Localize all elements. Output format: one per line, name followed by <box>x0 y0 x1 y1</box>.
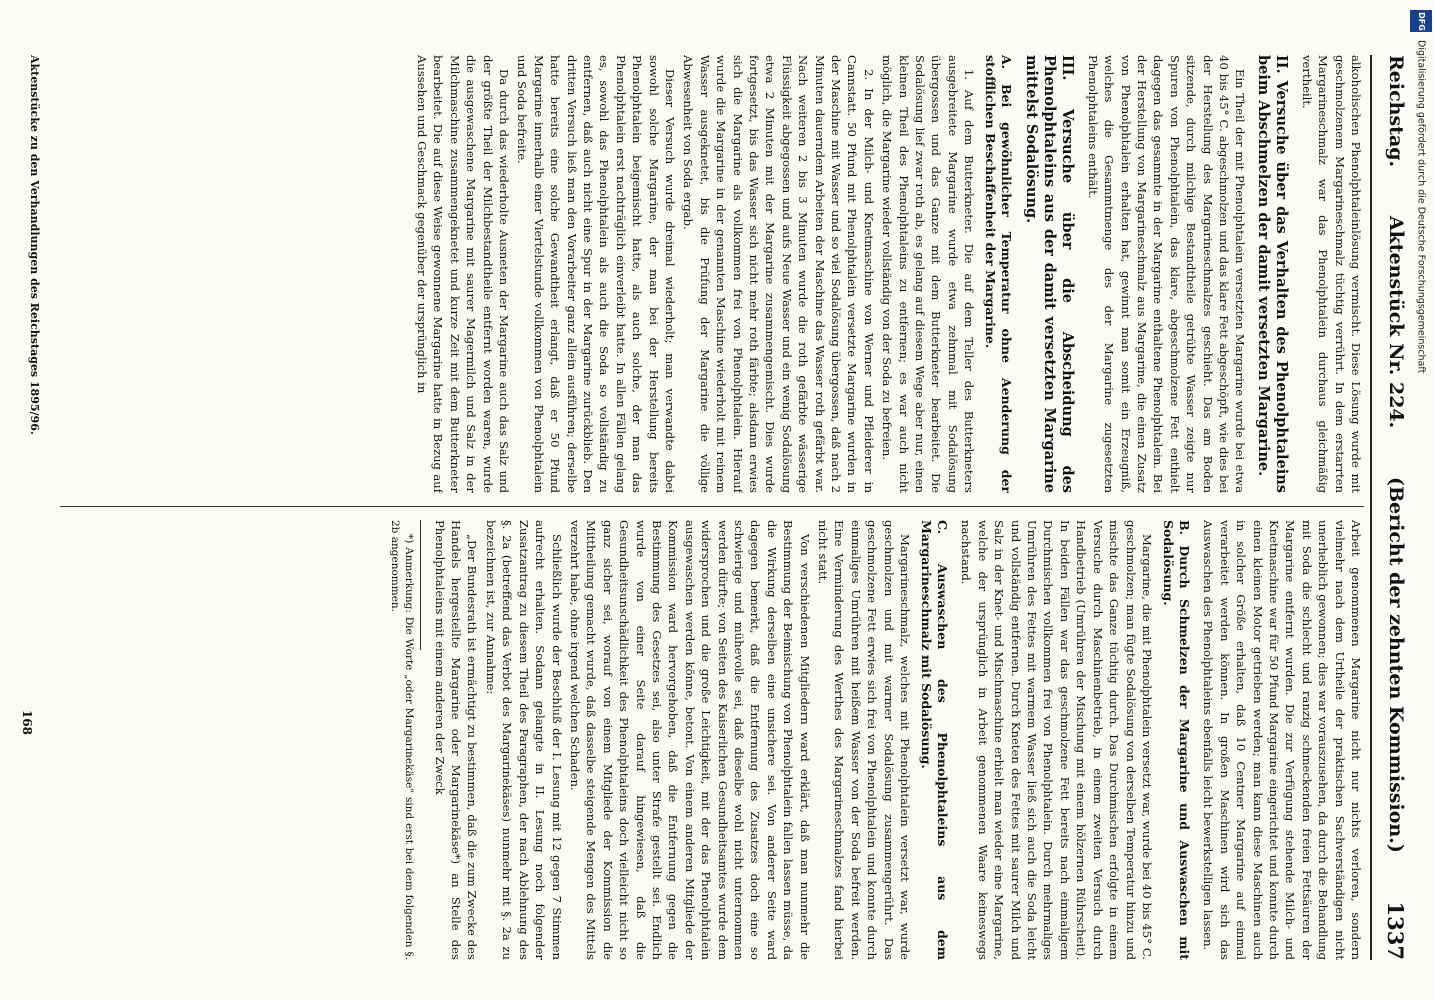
paragraph: Von verschiedenen Mitgliedern ward erklärt, daß man nunmehr die Bestimmung der Beimischung von Phenolphtalein fallen lassen müsse, da die Wirkung derselben eine unsichere sei. Von anderer Seite ward dagegen bemerkt, daß die Entfernung des Zusatzes doch eine so schwierige und mühevolle sei, daß dieselbe wohl nicht unternommen werden dürfte; von Seiten des Kaiserlichen Gesundheitsamtes wurde dem widersprochen und die große Leichtigkeit, mit der das Phenolphtalein ausgewaschen werden könne, betont. Von einem anderen Mitgliede der Kommission ward hervorgehoben, daß die Entfernung gegen die Bestimmung des Gesetzes sei, also unter Strafe gestellt sei. Endlich wurde von einer Seite darauf hingewiesen, daß die Gesundheitsunschädlichkeit des Phenolphtaleins doch vielleicht nicht so ganz sicher sei, worauf von einem Mitgliede der Kommission die Mittheilung gemacht wurde, daß dasselbe steigende Mengen des Mittels verzehrt habe, ohne irgend welchen Schaden. <box>567 520 812 960</box>
column-divider <box>60 506 1364 507</box>
footnote-rule <box>420 520 421 650</box>
footnote: *) Anmerkung: Die Worte „oder Margarinekäse" sind erst bei dem folgenden §. 2b angenommen. <box>389 520 416 960</box>
dfg-sidebar <box>1408 0 1434 1000</box>
subsection-heading: A. Bei gewöhnlicher Temperatur ohne Aenderung der stofflichen Beschaffenheit der Margarine. <box>983 55 1015 493</box>
paragraph: Ein Theil der mit Phenolphtalein versetzten Margarine wurde bei etwa 40 bis 45° C. abgeschmolzen und das klare Fett abgeschöpft, wie dies bei der Herstellung des Margarineschmalzes geschieht. Das am Boden sitzende, durch milchige Bestandtheile getrübte Wasser zeigte nur Spuren von Phenolphtalein, das klare, abgeschmolzene Fett enthielt dagegen das gesammte in der Margarine enthaltene Phenolphtalein. Bei der Herstellung von Margarineschmalz aus Margarine, die einen Zusatz von Phenolphtalein erhalten hat, gewinnt man somit ein Erzeugniß, welches die Gesammtmenge des der Margarine zugesetzten Phenolphtaleins enthält. <box>1085 55 1248 493</box>
paragraph: Margarine, die mit Phenolphtalein versetzt war, wurde bei 40 bis 45° C. geschmolzen; man fügte Sodalösung von derselben Temperatur hinzu und mischte das Ganze tüchtig durch. Das Durchmischen erfolgte in einem Versuche durch Maschinenbetrieb, in einem zweiten Versuch durch Handbetrieb (Umrühren der Mischung mit einem hölzernen Rührscheit). In beiden Fällen war das geschmolzene Fett bereits nach einmaligem Durchmischen vollkommen frei von Phenolphtalein. Durch mehrmaliges Umrühren des Fettes mit warmem Wasser ließ sich auch die Soda leicht und vollständig entfernen. Durch Kneten des Fettes mit saurer Milch und Salz in der Knet- und Mischmaschine erhielt man wieder eine Margarine, welche der ursprünglich in Arbeit genommenen Waare keineswegs nachstand. <box>959 520 1154 960</box>
header-rule <box>1370 55 1372 960</box>
subsection-heading: C. Auswaschen des Phenolphtaleins aus dem Margarineschmalz mit Sodalösung. <box>919 520 951 960</box>
paragraph: Da durch das wiederholte Ausneten der Margarine auch das Salz und der größte Theil der Milchbestandtheile entfernt worden waren, wurde die ausgewaschene Margarine mit saurer Magermilch und Salz in der Milchmaschine zusammengeknetet und kurze Zeit mit dem Butterkneter bearbeitet. Die auf diese Weise gewonnene Margarine hatte in Bezug auf Aussehen und Geschmack gegenüber der ursprünglich in <box>414 55 511 493</box>
paragraph: Margarineschmalz, welches mit Phenolphtalein versetzt war, wurde geschmolzen und mit warmer Sodalösung zusammengerührt. Das geschmolzene Fett erwies sich frei von Phenolphtalein und konnte durch einmaliges Umrühren mit heißem Wasser von der Soda befreit werden. Eine Verminderung des Werthes des Margarineschmalzes fand hierbei nicht statt. <box>816 520 913 960</box>
header-title: Aktenstück Nr. 224. <box>1385 215 1407 429</box>
paragraph: 2. In der Milch- und Knetmaschine von Werner und Pfleiderer in Cannstatt. 50 Pfund mit Phenolphtalein versetzte Margarine wurden in der Maschine mit Wasser und so viel Sodalösung übergossen, daß nach 2 Minuten dauerndem Arbeiten der Maschine das Wasser roth gefärbt war. Nach weiteren 2 bis 3 Minuten wurde die roth gefärbte wässerige Flüssigkeit abgegossen und aufs Neue Wasser und ein wenig Sodalösung etwa 2 Minuten mit der Margarine zusammengemischt. Dies wurde fortgesetzt, bis das Wasser sich nicht mehr roth färbte; alsdann erwies sich die Margarine als vollkommen frei von Phenolphtalein. Hierauf wurde die Margarine in der genannten Maschine wiederholt mit reinem Wasser ausgeknetet, bis die Prüfung der Margarine die völlige Abwesenheit von Soda ergab. <box>681 55 876 493</box>
left-column <box>60 55 1364 493</box>
paragraph: 1. Auf dem Butterkneter. Die auf dem Teller des Butterkneters ausgebreitete Margarine wurde etwa zehnmal mit Sodalösung übergossen und das Ganze mit dem Butterkneter bearbeitet. Die Sodalösung lief zwar roth ab, es gelang auf diesem Wege aber nur, einen kleinen Theil des Phenolphtaleins zu entfernen; es war auch nicht möglich, die Margarine wieder vollständig von der Soda zu befreien. <box>880 55 977 493</box>
paragraph: alkoholischen Phenolphtaleinlösung vermischt. Diese Lösung wurde mit geschmolzenem Margarineschmalz tüchtig verrührt. In dem erstarrten Margarineschmalz war das Phenolphtalein durchaus gleichmäßig vertheilt. <box>1299 55 1363 493</box>
sheet-number: 168 <box>20 709 34 735</box>
header-left: Reichstag. <box>1385 55 1407 168</box>
page-footer: Aktenstücke zu den Verhandlungen des Reichstages 1895/96. <box>28 55 41 435</box>
page-number: 1337 <box>1383 901 1409 960</box>
paragraph: Schließlich wurde der Beschluß der I. Lesung mit 12 gegen 7 Stimmen aufrecht erhalten. Sodann gelangte in II. Lesung noch folgender Zusatzantrag zu diesem Theil des Paragraphen, der nach Ablehnung des §. 2a (betreffend das Verbot des Margarinekäses) nunmehr mit §. 2a zu bezeichnen ist, zur Annahme: <box>483 520 564 960</box>
quote: „Der Bundesrath ist ermächtigt zu bestimmen, daß die zum Zwecke des Handels hergestellte Margarine oder Margarinekäse*) an Stelle des Phenolphtaleins mit einem anderen der Zweck <box>432 520 480 960</box>
right-column <box>60 520 1364 960</box>
subsection-heading: B. Durch Schmelzen der Margarine und Auswaschen mit Sodalösung. <box>1160 520 1192 960</box>
dfg-logo-icon: DFG <box>1410 10 1432 32</box>
paragraph: Arbeit genommenen Margarine nicht nur nichts verloren, sondern vielmehr nach dem Urtheile der praktischen Sachverständigen nicht unerheblich gewonnen; dies war vorauszusehen, da durch die Behandlung mit Soda die schlecht und ranzig schmeckenden freien Fettsäuren der Margarine entfernt wurden. Die zur Verfügung stehende Milch- und Knetmaschine war für 50 Pfund Margarine eingerichtet und konnte durch einen kleinen Motor getrieben werden; man kann diese Maschinen auch in solcher Größe erhalten, daß 10 Centner Margarine auf einmal verarbeitet werden können. In großen Maschinen wird sich das Auswaschen des Phenolphtaleins ebenfalls leicht bewerkstelligen lassen. <box>1201 520 1363 960</box>
digitization-credit: Digitalisierung gefördert durch die Deutsche Forschungsgemeinschaft <box>1415 40 1427 374</box>
header-subtitle: (Bericht der zehnten Kommission.) <box>1385 476 1407 853</box>
section-heading: III. Versuche über die Abscheidung des Phenolphtaleins aus der damit versetzten Margarine mittelst Sodalösung. <box>1023 55 1077 493</box>
paragraph: Dieser Versuch wurde dreimal wiederholt; man verwandte dabei sowohl solche Margarine, der man bei der Herstellung bereits Phenolphtalein beigemischt hatte, als auch solche, der man das Phenolphtalein erst nachträglich einverleibt hatte. In allen Fällen gelang es, sowohl das Phenolphtalein als auch die Soda so vollständig zu entfernen, daß auch nicht eine Spur in der Margarine zurückblieb. Den dritten Versuch ließ man den Vorarbeiter ganz allein ausführen; derselbe hatte bereits eine solche Gewandtheit erlangt, daß er 50 Pfund Margarine innerhalb einer Viertelstunde vollkommen von Phenolphtalein und Soda befreite. <box>515 55 677 493</box>
section-heading: II. Versuche über das Verhalten des Phenolphtaleins beim Abschmelzen der damit versetzten Margarine. <box>1255 55 1291 493</box>
